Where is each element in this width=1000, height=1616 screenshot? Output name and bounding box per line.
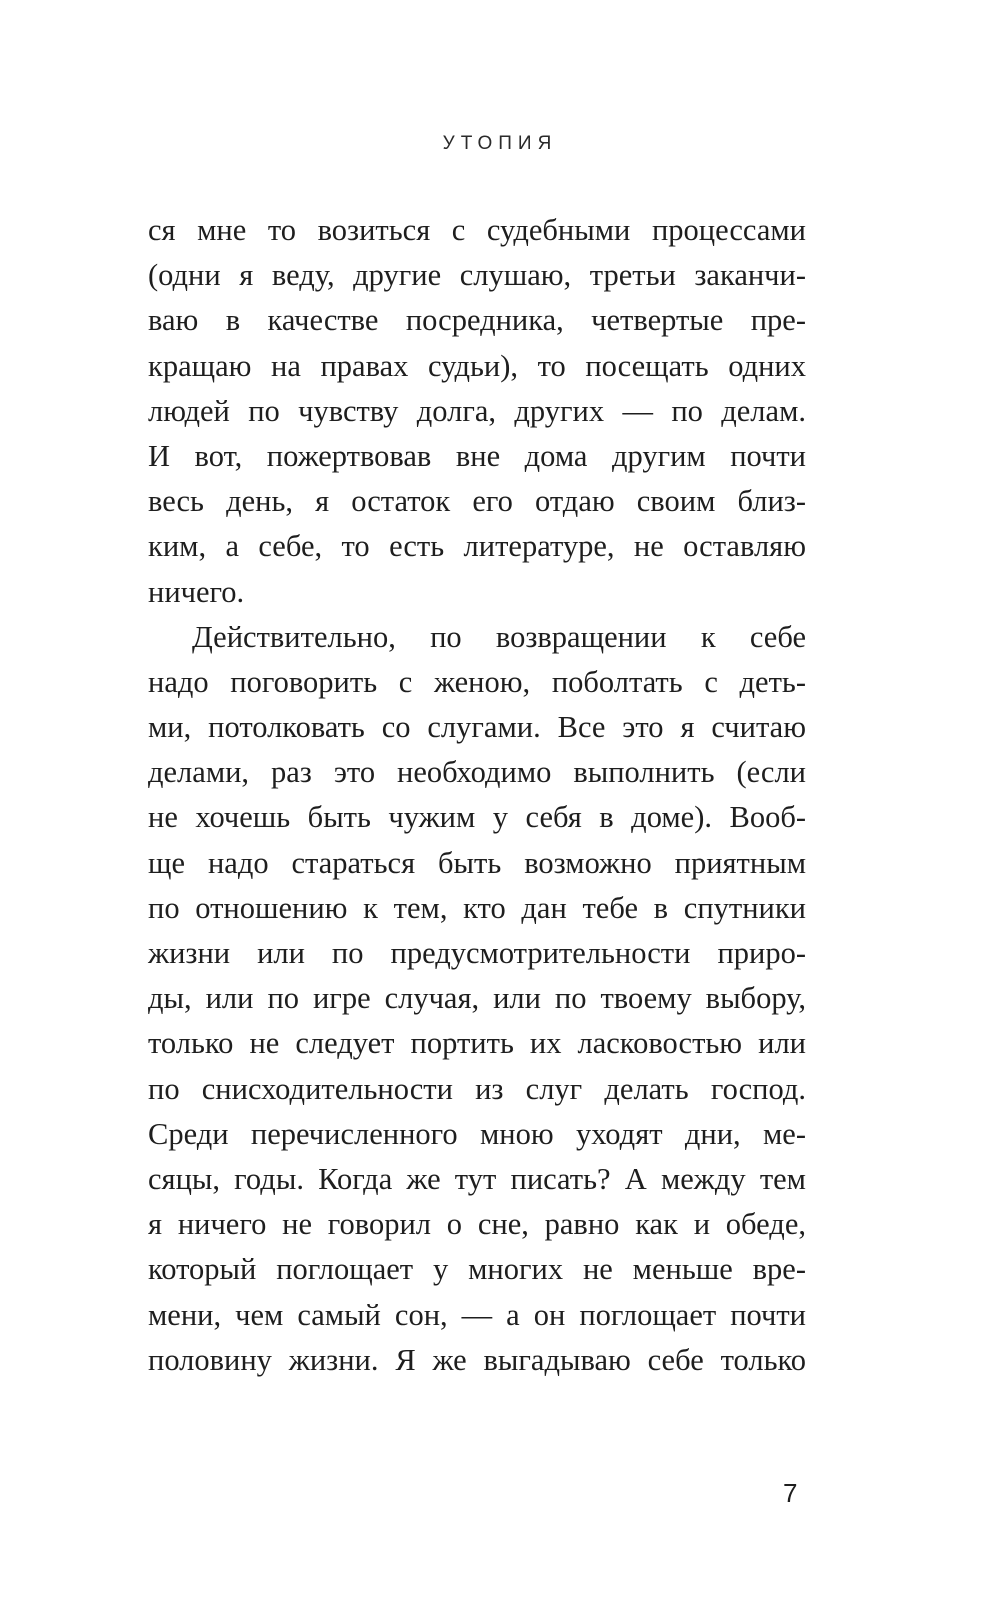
text-line: который поглощает у многих не меньше вре-: [148, 1252, 806, 1287]
text-line: надо поговорить с женою, поболтать с деть-: [148, 664, 806, 699]
text-line: я ничего не говорил о сне, равно как и обеде,: [148, 1207, 806, 1242]
body-text: [148, 208, 806, 1383]
text-line: только не следует портить их ласковостью или: [148, 1026, 806, 1061]
text-line: не хочешь быть чужим у себя в доме). Вооб-: [148, 800, 806, 835]
paragraph: [148, 615, 806, 1383]
running-head-title: УТОПИЯ: [442, 133, 558, 154]
text-line: сяцы, годы. Когда же тут писать? А между тем: [148, 1161, 806, 1196]
text-line: по снисходительности из слуг делать господ.: [148, 1071, 806, 1106]
text-line: Среди перечисленного мною уходят дни, ме-: [148, 1116, 806, 1151]
text-line: ким, а себе, то есть литературе, не оставляю: [148, 529, 806, 564]
text-line: ды, или по игре случая, или по твоему выбору,: [148, 981, 806, 1016]
paragraph: [148, 208, 806, 615]
text-line: ничего.: [148, 574, 245, 609]
text-line: жизни или по предусмотрительности приро-: [148, 936, 806, 970]
text-line: ще надо стараться быть возможно приятным: [148, 845, 806, 880]
text-line: Действительно, по возвращении к себе: [192, 619, 806, 654]
text-line: ми, потолковать со слугами. Все это я считаю: [148, 710, 806, 745]
text-line: половину жизни. Я же выгадываю себе только: [148, 1342, 806, 1377]
text-line: ся мне то возиться с судебными процессами: [148, 213, 806, 247]
text-line: весь день, я остаток его отдаю своим близ-: [148, 484, 806, 519]
text-line: (одни я веду, другие слушаю, третьи заканчи-: [148, 258, 806, 293]
text-line: ваю в качестве посредника, четвертые пре-: [148, 303, 806, 338]
text-line: мени, чем самый сон, — а он поглощает почти: [148, 1297, 806, 1332]
text-line: кращаю на правах судьи), то посещать одних: [148, 348, 806, 383]
text-line: по отношению к тем, кто дан тебе в спутники: [148, 890, 806, 925]
text-line: людей по чувству долга, других — по делам.: [148, 393, 806, 428]
text-line: И вот, пожертвовав вне дома другим почти: [148, 438, 806, 473]
text-line: делами, раз это необходимо выполнить (если: [148, 755, 806, 790]
page-number: 7: [783, 1478, 798, 1508]
